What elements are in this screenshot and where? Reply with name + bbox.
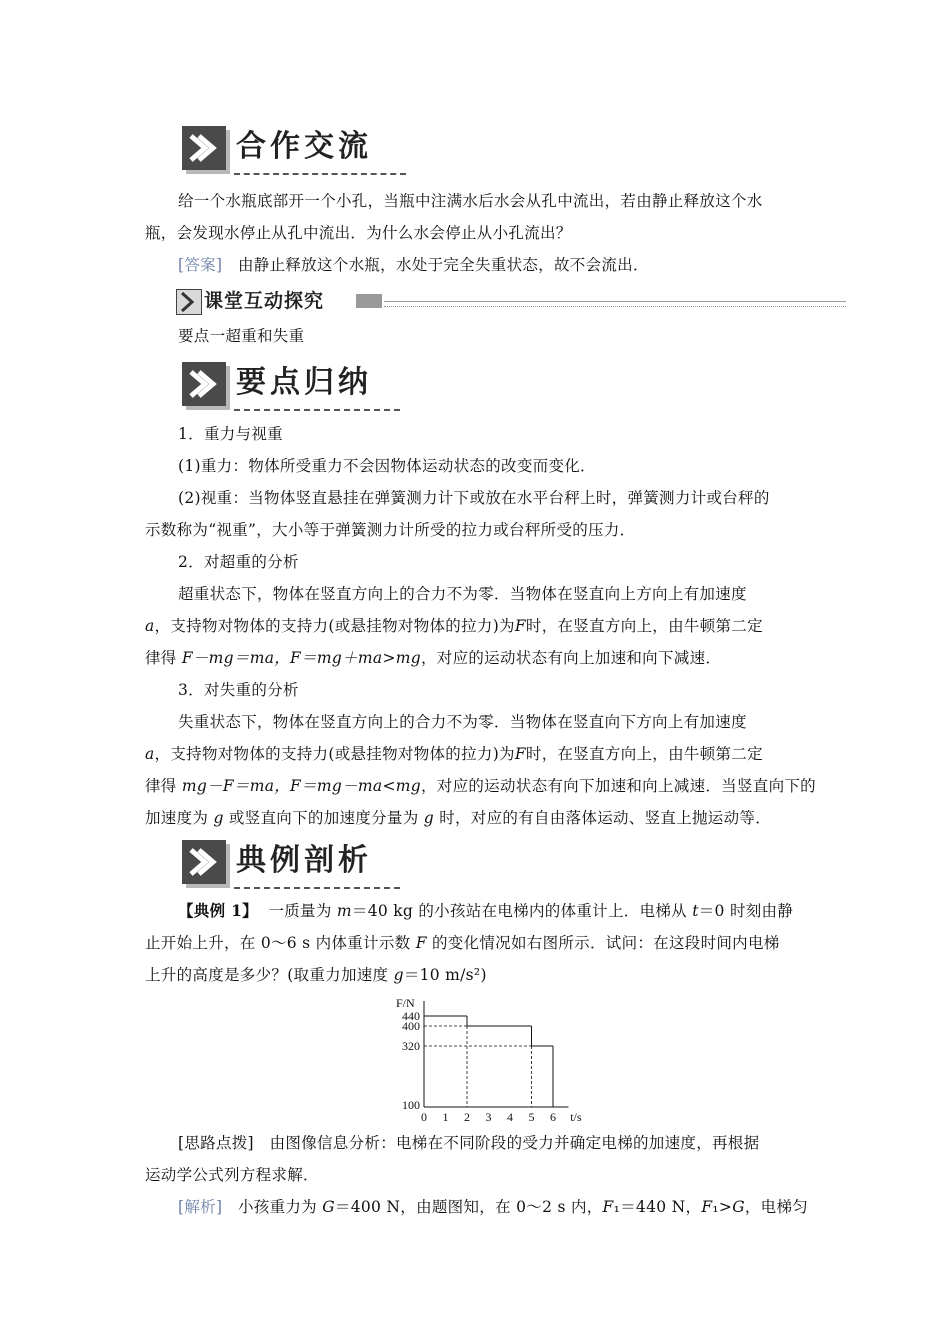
arrow-icon (176, 289, 202, 315)
example-line: 止开始上升，在 0～6 s 内体重计示数 F 的变化情况如右图所示．试问：在这段时间内电梯 (145, 934, 780, 952)
x-tick-label: 0 (421, 1110, 427, 1124)
x-tick-label: 1 (442, 1110, 449, 1124)
y-axis-label: F/N (396, 996, 415, 1010)
paragraph: 示数称为“视重”，大小等于弹簧测力计所受的拉力或台秤所受的压力． (145, 521, 636, 539)
answer-text: 由静止释放这个水瓶，水处于完全失重状态，故不会流出． (237, 256, 649, 274)
paragraph: 律得 mg－F＝ma，F＝mg－ma<mg，对应的运动状态有向下加速和向上减速．当竖直向下的 (145, 777, 816, 795)
x-tick-label: 3 (485, 1110, 492, 1124)
section-banner-example (182, 840, 412, 890)
section-banner-classroom (176, 286, 846, 316)
arrow-icon (182, 362, 226, 406)
x-tick-label: 4 (507, 1110, 513, 1124)
paragraph: 超重状态下，物体在竖直方向上的合力不为零．当物体在竖直向上方向上有加速度 (178, 585, 747, 603)
paragraph: a，支持物对物体的支持力(或悬挂物对物体的拉力)为F时，在竖直方向上，由牛顿第二定 (145, 745, 763, 763)
example-line: 上升的高度是多少？(取重力加速度 g＝10 m/s²) (145, 966, 487, 984)
solution-line: [解析] 小孩重力为 G＝400 N，由题图知，在 0～2 s 内，F₁＝440 N，F₁>G，电梯匀 (178, 1198, 809, 1216)
x-tick-label: 2 (464, 1110, 470, 1124)
section-title: 合作交流 (236, 129, 372, 164)
arrow-icon (182, 840, 226, 884)
y-tick-label: 400 (402, 1019, 420, 1033)
paragraph: (2)视重：当物体竖直悬挂在弹簧测力计下或放在水平台秤上时，弹簧测力计或台秤的 (178, 489, 770, 507)
paragraph: a，支持物对物体的支持力(或悬挂物对物体的拉力)为F时，在竖直方向上，由牛顿第二定 (145, 617, 763, 635)
example-line: 【典例 1】 一质量为 m＝40 kg 的小孩站在电梯内的体重计上．电梯从 t＝0 时刻由静 (178, 901, 794, 920)
section-title: 课堂互动探究 (204, 290, 325, 312)
paragraph: 给一个水瓶底部开一个小孔，当瓶中注满水后水会从孔中流出，若由静止释放这个水 (178, 192, 763, 210)
paragraph: 律得 F－mg＝ma，F＝mg＋ma>mg，对应的运动状态有向上加速和向下减速． (145, 649, 722, 667)
paragraph: 运动学公式列方程求解． (145, 1166, 319, 1184)
section-title: 典例剖析 (236, 843, 372, 878)
paragraph: 瓶，会发现水停止从孔中流出．为什么水会停止从小孔流出？ (145, 224, 572, 242)
x-axis-label: t/s (570, 1110, 582, 1124)
paragraph: 失重状态下，物体在竖直方向上的合力不为零．当物体在竖直向下方向上有加速度 (178, 713, 747, 731)
y-tick-label: 100 (402, 1098, 420, 1112)
force-time-chart (390, 995, 600, 1125)
y-tick-label: 320 (402, 1039, 420, 1053)
arrow-icon (182, 126, 226, 170)
formula: F－mg＝ma，F＝mg＋ma>mg (181, 649, 421, 667)
x-tick-label: 6 (550, 1110, 556, 1124)
y-tick-label: 440 (402, 1009, 420, 1023)
paragraph: (1)重力：物体所受重力不会因物体运动状态的改变而变化． (178, 457, 596, 475)
example-tag: 【典例 1】 (178, 901, 258, 920)
x-tick-label: 5 (528, 1110, 535, 1124)
solution-tag: [解析] (178, 1198, 223, 1216)
answer-tag: [答案] (178, 256, 223, 274)
section-banner-cooperation (182, 126, 412, 176)
paragraph: 加速度为 g 或竖直向下的加速度分量为 g 时，对应的有自由落体运动、竖直上抛运动等． (145, 809, 771, 827)
heading: 1．重力与视重 (178, 425, 283, 443)
heading: 3．对失重的分析 (178, 681, 299, 699)
hint-line: [思路点拨] 由图像信息分析：电梯在不同阶段的受力并确定电梯的加速度，再根据 (178, 1134, 760, 1152)
hint-tag: [思路点拨] (178, 1134, 254, 1152)
answer-line (178, 249, 806, 281)
formula: mg－F＝ma，F＝mg－ma<mg (181, 777, 421, 795)
section-title: 要点归纳 (236, 365, 372, 400)
point-heading: 要点一超重和失重 (178, 327, 305, 345)
section-banner-key-points (182, 362, 412, 412)
heading: 2．对超重的分析 (178, 553, 299, 571)
